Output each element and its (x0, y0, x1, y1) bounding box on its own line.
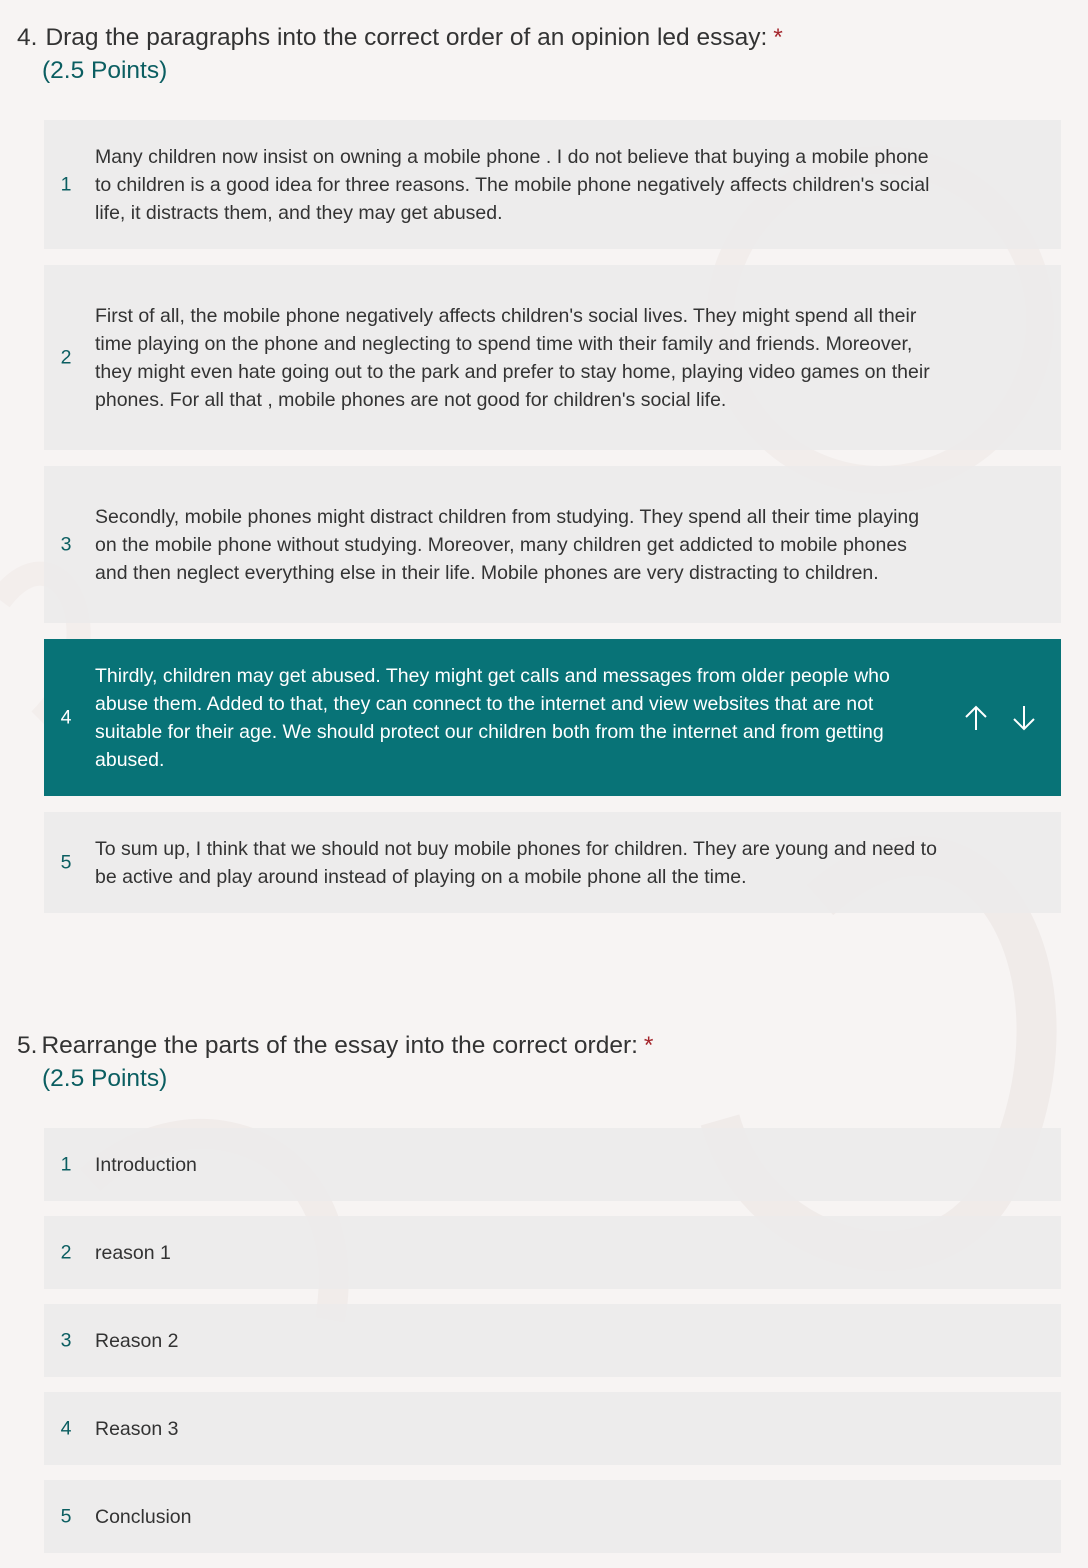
item-index: 4 (60, 706, 72, 728)
question-5-ranking-list (44, 1128, 1061, 1568)
question-5-number: 5. (17, 1032, 38, 1059)
arrow-up-icon[interactable] (961, 703, 991, 733)
item-index: 2 (60, 346, 72, 368)
reorder-controls (961, 703, 1039, 733)
ranking-item-selected[interactable] (44, 639, 1061, 796)
item-index: 1 (60, 173, 72, 195)
ranking-item[interactable] (44, 1128, 1061, 1201)
question-4-title (17, 22, 783, 54)
item-text: Reason 2 (95, 1329, 179, 1352)
question-4-prompt: Drag the paragraphs into the correct order of an opinion led essay: (45, 24, 768, 51)
item-text: Conclusion (95, 1505, 192, 1528)
required-mark: * (773, 24, 783, 51)
ranking-item[interactable] (44, 1480, 1061, 1553)
ranking-item[interactable] (44, 812, 1061, 913)
item-index: 5 (60, 1505, 72, 1527)
item-text: To sum up, I think that we should not buy mobile phones for children. They are young and need to be active and play around instead of playing on a mobile phone all the time. (95, 837, 937, 888)
item-index: 4 (60, 1417, 72, 1439)
item-text: Reason 3 (95, 1417, 179, 1440)
question-4-points: (2.5 Points) (42, 57, 168, 84)
question-5-points: (2.5 Points) (42, 1065, 168, 1092)
item-index: 1 (60, 1153, 72, 1175)
ranking-item[interactable] (44, 1216, 1061, 1289)
item-index: 5 (60, 851, 72, 873)
question-4-number: 4. (17, 24, 38, 51)
item-text: reason 1 (95, 1241, 171, 1264)
required-mark: * (643, 1032, 654, 1059)
item-text: Secondly, mobile phones might distract children from studying. They spend all their time playing on the mobile phone without studying. Moreover, many children get addicted to mobile phones and then neglect everything else in their life. Mobile phones are very distracting to children. (95, 505, 920, 584)
item-text: Many children now insist on owning a mobile phone . I do not believe that buying a mobile phone to children is a good idea for three reasons. The mobile phone negatively affects children's social life, it distracts them, and they may get abused. (95, 145, 930, 224)
question-4-ranking-list (44, 120, 1061, 929)
item-index: 3 (60, 1329, 72, 1351)
item-text: Thirdly, children may get abused. They might get calls and messages from older people who abuse them. Added to that, they can connect to the internet and view websites that are not suitable for their age. We should protect our children both from the internet and from getting abused. (95, 664, 890, 771)
ranking-item[interactable] (44, 1304, 1061, 1377)
item-text: Introduction (95, 1153, 197, 1176)
ranking-item[interactable] (44, 120, 1061, 249)
item-index: 2 (60, 1241, 72, 1263)
item-text: First of all, the mobile phone negatively affects children's social lives. They might spend all their time playing on the phone and neglecting to spend time with their family and friends. Moreover, they might even hate going out to the park and prefer to stay home, playing video games on their phones. For all that , mobile phones are not good for children's social life. (95, 304, 930, 411)
ranking-item[interactable] (44, 466, 1061, 623)
item-index: 3 (60, 533, 72, 555)
arrow-down-icon[interactable] (1009, 703, 1039, 733)
question-5-prompt: Rearrange the parts of the essay into the correct order: (41, 1032, 638, 1059)
ranking-item[interactable] (44, 1392, 1061, 1465)
ranking-item[interactable] (44, 265, 1061, 450)
question-5-title (17, 1030, 653, 1062)
